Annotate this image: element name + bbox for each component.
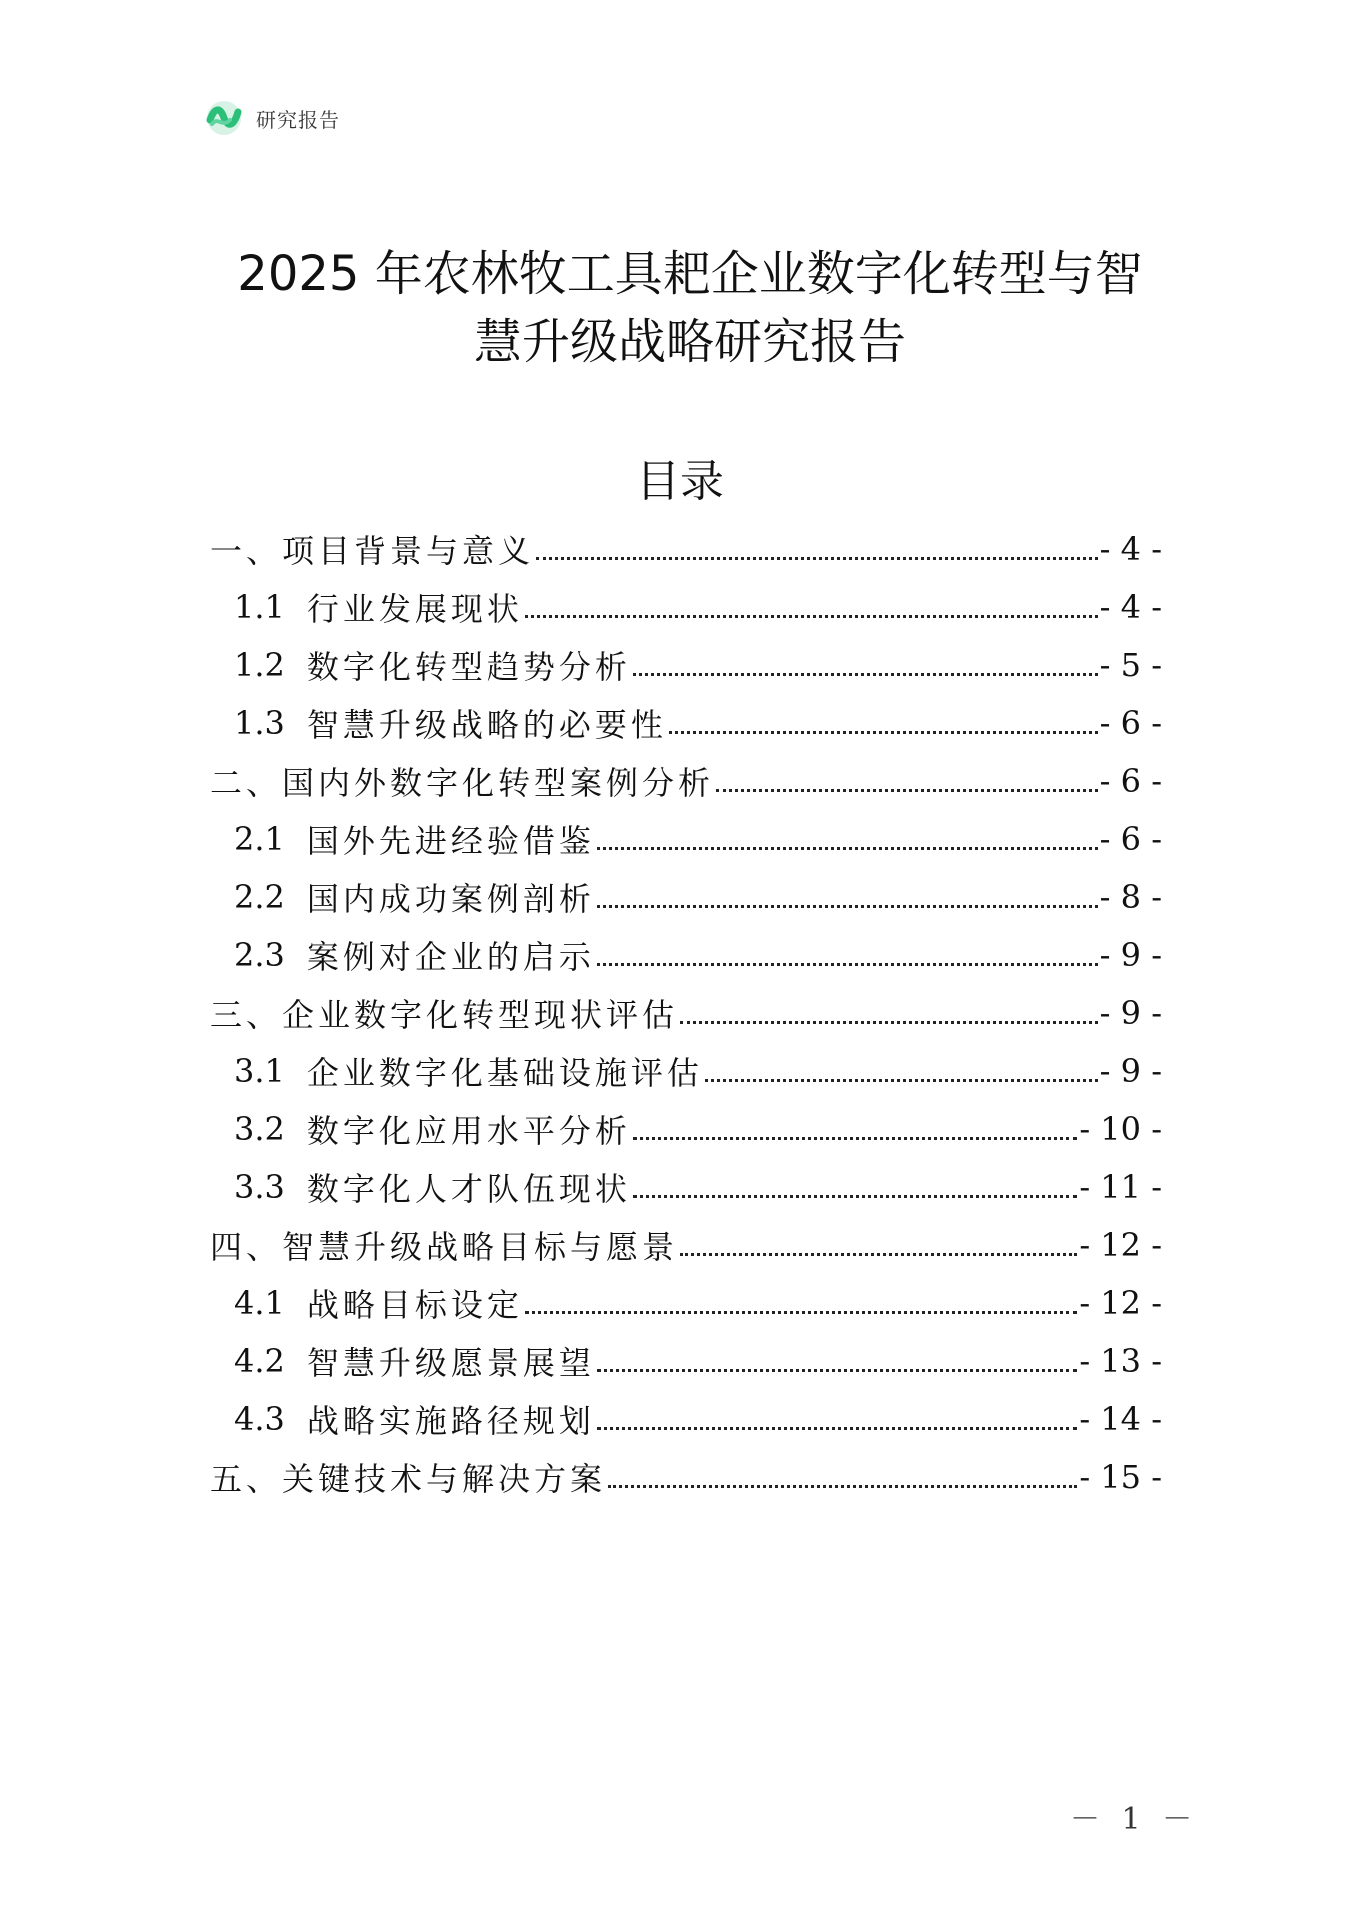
toc-entry-number: 1.2 (234, 646, 285, 684)
toc-entry-number: 3.3 (234, 1168, 285, 1206)
toc-entry-page: - 15 - (1079, 1458, 1162, 1496)
toc-entry-page: - 5 - (1099, 646, 1162, 684)
toc-entry-title: 智慧升级愿景展望 (306, 1344, 595, 1382)
toc-entry-number: 4.3 (234, 1400, 285, 1438)
toc-entry-page: - 9 - (1099, 1052, 1162, 1090)
toc-entry-title: 五、关键技术与解决方案 (210, 1460, 607, 1498)
toc-entry-page: - 6 - (1099, 762, 1162, 800)
toc-entry-page: - 14 - (1079, 1400, 1162, 1438)
toc-entry-title: 行业发展现状 (306, 590, 523, 628)
toc-entry-page: - 4 - (1099, 530, 1162, 568)
toc-dot-leader (597, 1402, 1077, 1436)
toc-entry-title: 数字化人才队伍现状 (306, 1170, 631, 1208)
toc-entry[interactable] (210, 1332, 1162, 1390)
toc-dot-leader (525, 590, 1098, 624)
toc-entry[interactable] (210, 926, 1162, 984)
title-line-2: 慧升级战略研究报告 (473, 314, 906, 370)
page-header (204, 98, 340, 138)
toc-entry[interactable] (210, 1100, 1162, 1158)
toc-entry[interactable] (210, 636, 1162, 694)
toc-entry[interactable] (210, 1390, 1162, 1448)
toc-entry[interactable] (210, 984, 1162, 1042)
toc-entry[interactable] (210, 578, 1162, 636)
toc-entry-number: 1.3 (234, 704, 285, 742)
toc-entry-number: 2.1 (234, 820, 285, 858)
toc-entry-title: 数字化转型趋势分析 (306, 648, 631, 686)
toc-entry[interactable] (210, 1042, 1162, 1100)
toc-entry-page: - 9 - (1099, 936, 1162, 974)
toc-dot-leader (597, 1344, 1077, 1378)
toc-entry-number: 3.2 (234, 1110, 285, 1148)
toc-entry[interactable] (210, 520, 1162, 578)
toc-dot-leader (633, 1112, 1077, 1146)
toc-entry-title: 战略目标设定 (306, 1286, 523, 1324)
toc-entry-title: 数字化应用水平分析 (306, 1112, 631, 1150)
toc-entry-number: 4.2 (234, 1342, 285, 1380)
toc-entry-page: - 12 - (1079, 1284, 1162, 1322)
toc-entry-title: 战略实施路径规划 (306, 1402, 595, 1440)
toc-dot-leader (597, 938, 1098, 972)
toc-entry[interactable] (210, 1448, 1162, 1506)
toc-entry-page: - 10 - (1079, 1110, 1162, 1148)
toc-entry-number: 1.1 (234, 588, 285, 626)
title-line-1: 2025 年农林牧工具耙企业数字化转型与智 (237, 246, 1143, 302)
toc-entry-title: 企业数字化基础设施评估 (306, 1054, 703, 1092)
toc-dot-leader (597, 822, 1098, 856)
toc-entry-page: - 4 - (1099, 588, 1162, 626)
toc-dot-leader (669, 706, 1098, 740)
toc-dot-leader (633, 1170, 1077, 1204)
toc-entry-title: 国外先进经验借鉴 (306, 822, 595, 860)
toc-entry-title: 一、项目背景与意义 (210, 532, 535, 570)
toc-entry-title: 三、企业数字化转型现状评估 (210, 996, 679, 1034)
toc-entry-page: - 13 - (1079, 1342, 1162, 1380)
toc-entry[interactable] (210, 1158, 1162, 1216)
toc-entry-number: 4.1 (234, 1284, 285, 1322)
toc-entry-title: 智慧升级战略的必要性 (306, 706, 667, 744)
toc-entry-title: 二、国内外数字化转型案例分析 (210, 764, 715, 802)
toc-entry-page: - 11 - (1079, 1168, 1162, 1206)
toc-entry-page: - 6 - (1099, 704, 1162, 742)
toc-dot-leader (680, 1228, 1077, 1262)
document-title (210, 240, 1170, 376)
toc-entry-page: - 8 - (1099, 878, 1162, 916)
toc-dot-leader (536, 532, 1098, 566)
toc-entry[interactable] (210, 1216, 1162, 1274)
toc-entry[interactable] (210, 810, 1162, 868)
toc-entry-title: 案例对企业的启示 (306, 938, 595, 976)
toc-entry[interactable] (210, 694, 1162, 752)
toc-entry-title: 国内成功案例剖析 (306, 880, 595, 918)
green-leaf-logo-icon (204, 98, 244, 138)
toc-dot-leader (705, 1054, 1098, 1088)
header-label: 研究报告 (256, 107, 340, 132)
toc-entry[interactable] (210, 1274, 1162, 1332)
toc-dot-leader (716, 764, 1098, 798)
toc-entry-page: - 6 - (1099, 820, 1162, 858)
toc-entry-title: 四、智慧升级战略目标与愿景 (210, 1228, 679, 1266)
page-number: － 1 － (1070, 1802, 1199, 1837)
toc-entry-page: - 12 - (1079, 1226, 1162, 1264)
toc-dot-leader (525, 1286, 1077, 1320)
toc-entry[interactable] (210, 752, 1162, 810)
toc-dot-leader (608, 1460, 1077, 1494)
toc-entry-page: - 9 - (1099, 994, 1162, 1032)
toc-heading: 目录 (636, 456, 724, 507)
toc-entry-number: 2.3 (234, 936, 285, 974)
toc-entry[interactable] (210, 868, 1162, 926)
toc-dot-leader (597, 880, 1098, 914)
toc-entry-number: 2.2 (234, 878, 285, 916)
toc-dot-leader (633, 648, 1098, 682)
toc-entry-number: 3.1 (234, 1052, 285, 1090)
toc-dot-leader (680, 996, 1098, 1030)
